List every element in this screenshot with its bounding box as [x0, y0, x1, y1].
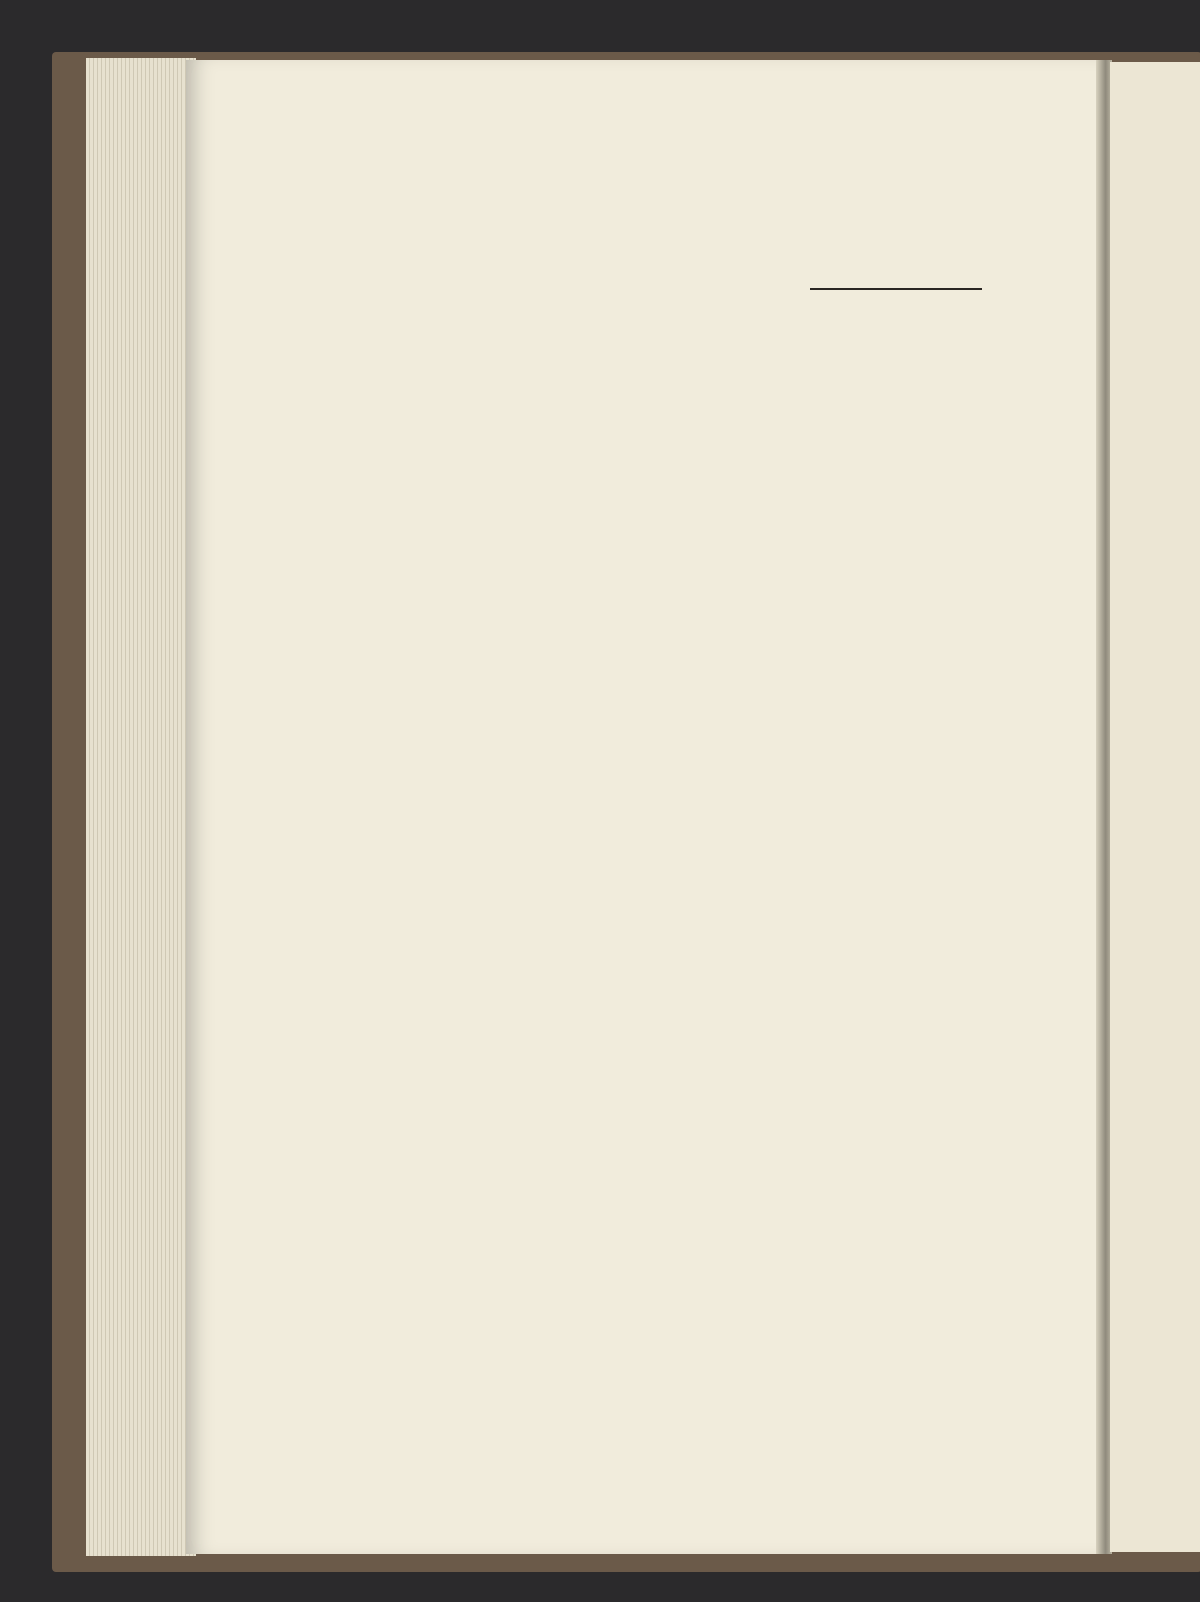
book-page [186, 60, 1106, 1554]
page-edges [86, 58, 196, 1556]
running-head [345, 170, 965, 200]
facing-page [1110, 62, 1200, 1552]
sum-rule [810, 288, 982, 290]
